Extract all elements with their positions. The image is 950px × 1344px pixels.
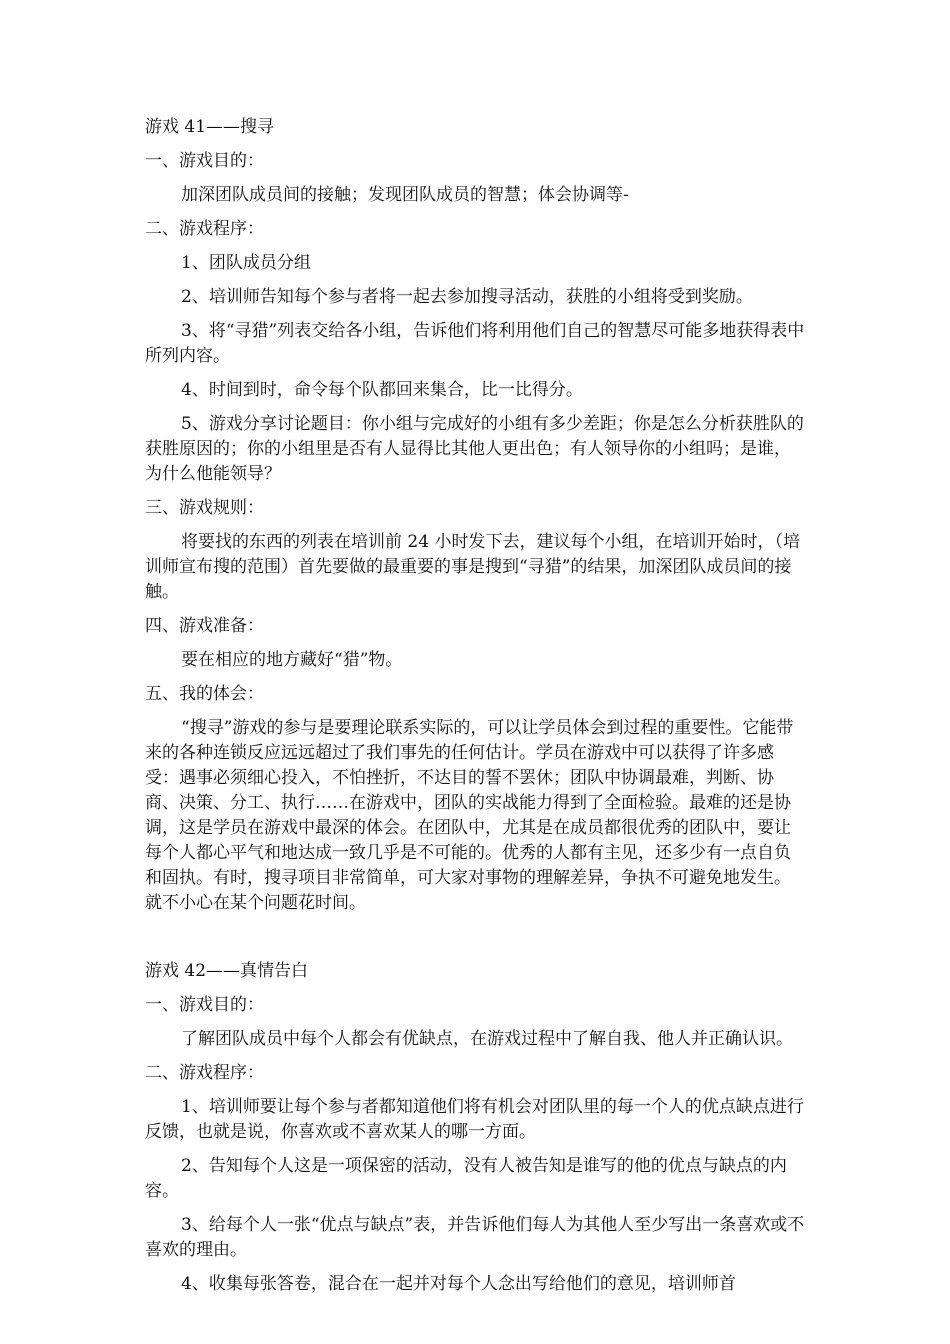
paragraph: 1、团队成员分组 [181,253,311,273]
heading-purpose: 一、游戏目的： [145,995,264,1015]
heading-rules: 三、游戏规则： [145,498,264,518]
section-game-41 [145,115,807,916]
heading-procedure: 二、游戏程序： [145,219,264,239]
paragraph: 3、将“寻猎”列表交给各小组，告诉他们将利用他们自己的智慧尽可能多地获得表中所列内容。 [145,321,805,366]
heading-purpose: 一、游戏目的： [145,151,264,171]
paragraph: 将要找的东西的列表在培训前 24 小时发下去，建议每个小组，在培训开始时，（培训师宣布搜的范围）首先要做的最重要的事是搜到“寻猎”的结果，加深团队成员间的接触。 [145,532,800,602]
heading-reflection: 五、我的体会： [145,684,264,704]
section-game-42 [145,959,807,1297]
document-page [145,115,807,1306]
paragraph: 5、游戏分享讨论题目：你小组与完成好的小组有多少差距；你是怎么分析获胜队的获胜原因的；你的小组里是否有人显得比其他人更出色；有人领导你的小组吗；是谁，为什么他能领导？ [145,414,804,484]
paragraph: 要在相应的地方藏好“猎”物。 [181,650,403,670]
paragraph: 4、时间到时，命令每个队都回来集合，比一比得分。 [181,380,583,400]
heading-procedure: 二、游戏程序： [145,1063,264,1083]
paragraph: 加深团队成员间的接触；发现团队成员的智慧；体会协调等- [181,185,629,205]
section-title: 游戏 41——搜寻 [145,117,275,137]
section-spacer [145,925,807,959]
paragraph: 3、给每个人一张“优点与缺点”表，并告诉他们每人为其他人至少写出一条喜欢或不喜欢的理由。 [145,1215,805,1260]
section-title: 游戏 42——真情告白 [145,961,309,981]
heading-preparation: 四、游戏准备： [145,616,264,636]
paragraph: 2、告知每个人这是一项保密的活动，没有人被告知是谁写的他的优点与缺点的内容。 [145,1156,787,1201]
paragraph: 4、收集每张答卷，混合在一起并对每个人念出写给他们的意见，培训师首 [181,1274,736,1294]
paragraph: 2、培训师告知每个参与者将一起去参加搜寻活动，获胜的小组将受到奖励。 [181,287,753,307]
paragraph: 了解团队成员中每个人都会有优缺点，在游戏过程中了解自我、他人并正确认识。 [181,1029,793,1049]
paragraph: “搜寻”游戏的参与是要理论联系实际的，可以让学员体会到过程的重要性。它能带来的各种连锁反应远远超过了我们事先的任何估计。学员在游戏中可以获得了许多感受：遇事必须细心投入，不怕挫折，不达目的誓不罢休；团队中协调最难，判断、协商、决策、分工、执行……在游戏中，团队的实战能力得到了全面检验。最难的还是协调，这是学员在游戏中最深的体会。在团队中，尤其是在成员都很优秀的团队中，要让每个人都心平气和地达成一致几乎是不可能的。优秀的人都有主见，还多少有一点自负和固执。有时，搜寻项目非常简单，可大家对事物的理解差异，争执不可避免地发生。就不小心在某个问题花时间。 [145,718,794,913]
paragraph: 1、培训师要让每个参与者都知道他们将有机会对团队里的每一个人的优点缺点进行反馈，也就是说，你喜欢或不喜欢某人的哪一方面。 [145,1097,804,1142]
